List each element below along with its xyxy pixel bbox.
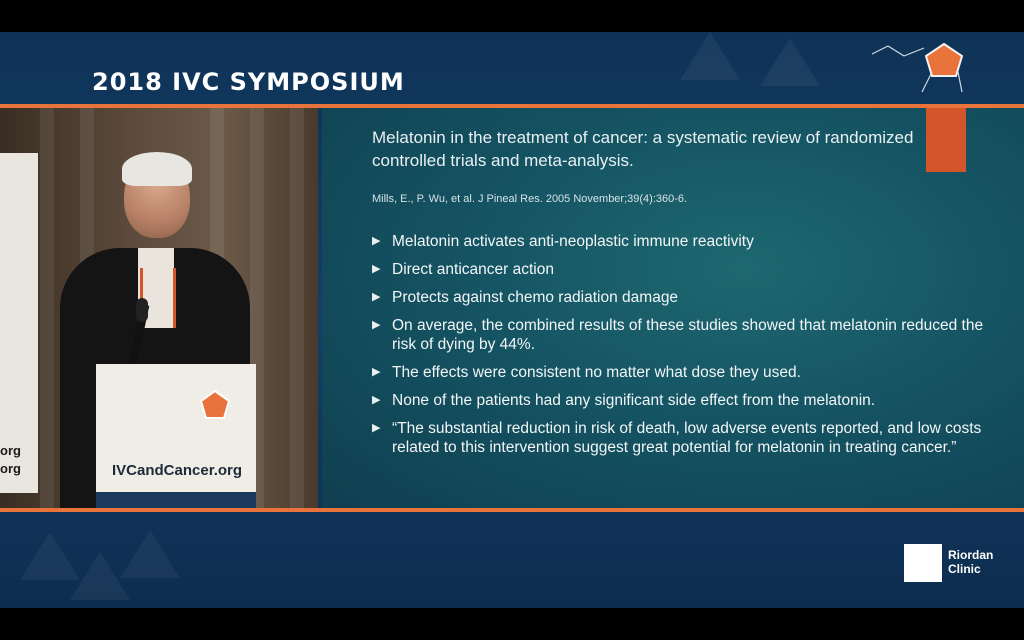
footer-divider bbox=[0, 508, 1024, 512]
triangle-right-icon: ▶ bbox=[372, 319, 381, 331]
slide-accent-bar bbox=[926, 108, 966, 172]
slide-title: Melatonin in the treatment of cancer: a systematic review of randomized controlled trials and meta-analysis. bbox=[372, 128, 914, 170]
triangle-right-icon: ▶ bbox=[372, 235, 381, 247]
video-frame bbox=[0, 32, 1024, 608]
bullet-list bbox=[372, 232, 992, 466]
bullet-item bbox=[372, 419, 992, 457]
podium-url: IVCandCancer.org bbox=[112, 462, 243, 479]
bullet-text: Protects against chemo radiation damage bbox=[392, 289, 679, 306]
bullet-item bbox=[372, 363, 992, 382]
triangle-right-icon: ▶ bbox=[372, 394, 381, 406]
brand-line2: Clinic bbox=[948, 562, 981, 576]
banner-text: org bbox=[0, 443, 21, 458]
decor-triangle bbox=[120, 530, 180, 578]
riordan-logo-icon bbox=[904, 544, 942, 582]
triangle-right-icon: ▶ bbox=[372, 291, 381, 303]
bullet-text: None of the patients had any significant side effect from the melatonin. bbox=[392, 392, 876, 409]
brand-line1: Riordan bbox=[948, 548, 994, 562]
bullet-text: The effects were consistent no matter what dose they used. bbox=[392, 364, 801, 381]
bullet-item bbox=[372, 260, 992, 279]
molecule-icon bbox=[198, 388, 232, 422]
bullet-text: On average, the combined results of these studies showed that melatonin reduced the risk of dying by 44%. bbox=[392, 317, 984, 353]
bullet-item bbox=[372, 288, 992, 307]
slide-citation: Mills, E., P. Wu, et al. J Pineal Res. 2005 November;39(4):360-6. bbox=[372, 193, 688, 205]
bullet-text: Direct anticancer action bbox=[392, 261, 554, 278]
decor-triangle bbox=[760, 38, 820, 86]
curtain-fold bbox=[290, 108, 304, 508]
bullet-item bbox=[372, 232, 992, 251]
decor-triangle bbox=[680, 32, 740, 80]
stage-banner bbox=[0, 153, 38, 493]
bullet-item bbox=[372, 391, 992, 410]
microphone-icon bbox=[136, 298, 148, 322]
molecule-icon bbox=[862, 34, 992, 102]
speaker-hair bbox=[122, 152, 192, 186]
bullet-text: “The substantial reduction in risk of death, low adverse events reported, and low costs related to this intervention suggest great potential for melatonin in treating cancer.” bbox=[392, 420, 982, 456]
bullet-item bbox=[372, 316, 992, 354]
bullet-text: Melatonin activates anti-neoplastic immune reactivity bbox=[392, 233, 754, 250]
banner-text: org bbox=[0, 461, 21, 476]
curtain-fold bbox=[40, 108, 54, 508]
brand-name bbox=[948, 548, 993, 576]
riordan-logo bbox=[904, 544, 994, 584]
presentation-slide bbox=[322, 108, 1024, 508]
triangle-right-icon: ▶ bbox=[372, 366, 381, 378]
triangle-right-icon: ▶ bbox=[372, 263, 381, 275]
speaker-video bbox=[0, 108, 318, 508]
podium-sign bbox=[96, 364, 256, 504]
podium-footer-bar bbox=[96, 492, 256, 508]
symposium-title: 2018 IVC SYMPOSIUM bbox=[92, 68, 405, 96]
triangle-right-icon: ▶ bbox=[372, 422, 381, 434]
